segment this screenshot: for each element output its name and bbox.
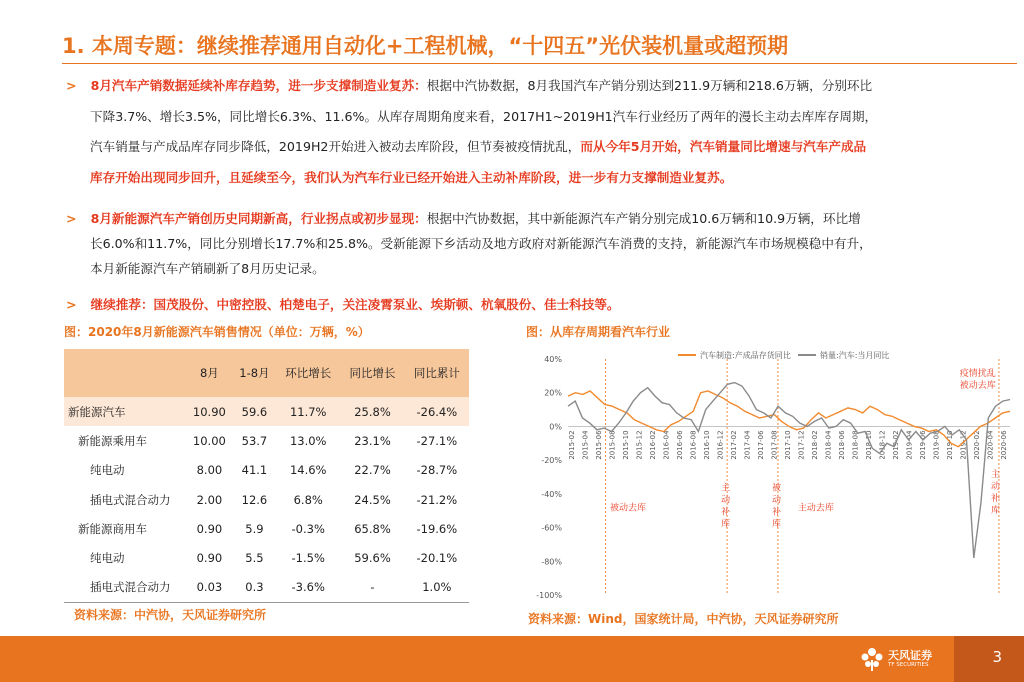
phase-annotation: 库 [771, 519, 781, 530]
table-cell: -3.6% [276, 573, 340, 603]
x-tick-label: 2017-10 [784, 430, 792, 460]
inventory-cycle-chart [520, 345, 1020, 605]
table-cell: 0.90 [196, 551, 223, 566]
bullet-text: 长6.0%和11.7%，同比分别增长17.7%和25.8%。受新能源下乡活动及地方政府对新能源汽车消费的支持，新能源汽车市场规模稳中有升， [90, 236, 872, 251]
table-row [64, 456, 469, 485]
x-tick-label: 2018-10 [865, 430, 873, 460]
legend-label: 销量:汽车:当月同比 [820, 351, 890, 360]
x-tick-label: 2019-08 [932, 430, 941, 460]
chart-source: 资料来源：Wind，国家统计局，中汽协，天风证券研究所 [528, 612, 839, 626]
table-cell: 1.0% [405, 573, 469, 603]
bullet-lead: 8月新能源汽车产销创历史同期新高，行业拐点或初步显现： [90, 211, 427, 226]
phase-annotation: 主 [990, 470, 1000, 480]
title-divider [62, 63, 1017, 64]
phase-annotation: 补 [990, 494, 1000, 504]
x-tick-label: 2017-08 [770, 430, 779, 460]
x-tick-label: 2018-04 [824, 430, 833, 460]
x-tick-label: 2015-02 [568, 430, 576, 460]
x-tick-label: 2017-04 [743, 430, 752, 460]
y-tick-label: -60% [541, 523, 562, 533]
brand-logo [860, 644, 970, 676]
row-label: 纯电动 [90, 463, 125, 478]
series-line [568, 383, 1010, 558]
x-tick-label: 2018-08 [851, 430, 860, 460]
table-cell: - [340, 573, 404, 603]
bullet-highlight: 库存开始出现同步回升，且延续至今，我们认为汽车行业已经开始进入主动补库阶段，进一步有力支撑制造业复苏。 [90, 169, 733, 185]
table-header: 环比增长 [276, 349, 340, 397]
table-cell: -0.3% [291, 521, 325, 536]
x-tick-label: 2016-04 [662, 430, 671, 460]
table-row [64, 485, 469, 514]
table-cell: 14.6% [289, 463, 327, 478]
bullet-recommendation [66, 290, 1011, 321]
table-cell: 8.00 [196, 463, 223, 478]
phase-annotation: 被动去库 [610, 503, 647, 514]
table-cell: 25.8% [340, 397, 404, 426]
bullet-arrow-icon: > [66, 211, 77, 226]
table-cell: -28.7% [416, 463, 458, 478]
table-row [64, 397, 469, 426]
phase-annotation: 动 [721, 495, 731, 506]
table-cell: 65.8% [354, 521, 391, 536]
table-cell: 10.90 [186, 397, 233, 426]
table-cell: 6.8% [293, 492, 323, 507]
x-tick-label: 2020-06 [1000, 430, 1008, 460]
bullet-arrow-icon: > [66, 78, 77, 93]
table-cell: 5.9 [245, 521, 264, 536]
x-tick-label: 2015-06 [595, 430, 603, 460]
x-tick-label: 2015-04 [581, 430, 590, 460]
table-cell: 2.00 [196, 492, 223, 507]
table-cell: 22.7% [354, 463, 391, 478]
bullet-text: 汽车销量与产成品库存同步降低，2019H2开始进入被动去库阶段，但节奏被疫情扰乱， [90, 139, 581, 154]
row-label: 新能源汽车 [64, 397, 186, 426]
table-cell: 59.6 [233, 397, 276, 426]
phase-annotation: 疫情扰乱 [959, 368, 996, 379]
row-label: 新能源商用车 [78, 521, 147, 536]
table-caption: 图：2020年8月新能源汽车销售情况（单位：万辆，%） [64, 325, 370, 339]
table-source: 资料来源：中汽协，天风证券研究所 [74, 608, 267, 622]
phase-annotation: 补 [721, 507, 731, 518]
table-cell: 23.1% [354, 433, 391, 448]
x-tick-label: 2020-02 [973, 430, 981, 460]
row-label: 插电式混合动力 [90, 492, 171, 507]
x-tick-label: 2016-12 [716, 430, 725, 460]
table-cell: -21.2% [416, 492, 458, 507]
table-header-row [64, 349, 469, 397]
x-tick-label: 2015-12 [635, 430, 644, 460]
table-cell: 10.00 [192, 433, 226, 448]
row-label: 纯电动 [90, 551, 125, 566]
table-row [64, 543, 469, 572]
bullet-lead: 继续推荐：国茂股份、中密控股、柏楚电子，关注凌霄泵业、埃斯顿、杭氧股份、佳士科技等。 [90, 297, 620, 312]
phase-annotation: 库 [721, 519, 731, 530]
y-tick-label: -20% [541, 456, 562, 466]
bullet-text: 根据中汽协数据，8月我国汽车产销分别达到211.9万辆和218.6万辆，分别环比 [426, 78, 873, 93]
y-tick-label: -80% [541, 557, 562, 567]
x-tick-label: 2018-06 [838, 430, 846, 460]
phase-annotation: 动 [771, 495, 781, 506]
bullet-text: 下降3.7%、增长3.5%，同比增长6.3%、11.6%。从库存周期角度来看，2017H1~2019H1汽车行业经历了两年的漫长主动去库库存周期， [90, 108, 878, 124]
table-cell: -19.6% [416, 521, 458, 536]
y-tick-label: 40% [544, 355, 562, 364]
table-header: 1-8月 [233, 349, 276, 397]
x-tick-label: 2016-06 [676, 430, 684, 460]
x-tick-label: 2020-04 [986, 430, 995, 460]
table-cell: 0.03 [186, 573, 233, 603]
phase-annotation: 被 [771, 483, 781, 494]
nev-sales-table [64, 349, 469, 603]
table-header: 同比增长 [340, 349, 404, 397]
table-cell: 0.3 [233, 573, 276, 603]
x-tick-label: 2016-08 [689, 430, 698, 460]
y-tick-label: -100% [536, 591, 562, 600]
phase-annotation: 补 [771, 507, 781, 518]
y-tick-label: 20% [544, 388, 562, 398]
table-cell: 5.5 [245, 551, 264, 566]
table-header: 同比累计 [405, 349, 469, 397]
x-tick-label: 2018-02 [811, 430, 819, 460]
table-header: 8月 [186, 349, 233, 397]
table-cell: 41.1 [241, 463, 268, 478]
table-header [64, 349, 186, 397]
table-cell: 12.6 [241, 492, 268, 507]
legend-label: 汽车制造:产成品存货同比 [700, 351, 791, 360]
bullet-nev-sales [66, 206, 1011, 281]
y-tick-label: 0% [549, 422, 562, 432]
x-tick-label: 2019-06 [919, 430, 927, 460]
bullet-arrow-icon: > [66, 297, 77, 312]
bullet-highlight: 而从今年5月开始，汽车销量同比增速与汽车产成品 [580, 139, 867, 154]
x-tick-label: 2019-10 [946, 430, 954, 460]
table-cell: 13.0% [289, 433, 327, 448]
footer-bar [0, 636, 1024, 682]
y-tick-label: -40% [541, 489, 562, 499]
table-row [64, 573, 469, 603]
x-tick-label: 2019-12 [959, 430, 968, 460]
table-cell: -1.5% [291, 551, 325, 566]
bullet-auto-sales [66, 71, 1011, 193]
x-tick-label: 2018-12 [878, 430, 887, 460]
x-tick-label: 2016-10 [703, 430, 711, 460]
table-cell: -20.1% [416, 551, 458, 566]
chart-caption: 图：从库存周期看汽车行业 [526, 325, 671, 339]
x-tick-label: 2015-08 [608, 430, 617, 460]
phase-annotation: 被动去库 [959, 380, 996, 391]
x-tick-label: 2016-02 [649, 430, 657, 460]
table-cell: 24.5% [354, 492, 391, 507]
brand-name-en: TF SECURITIES [888, 662, 929, 668]
bullet-text: 本月新能源汽车产销刷新了8月历史记录。 [90, 261, 325, 276]
phase-annotation: 动 [990, 482, 1000, 492]
phase-annotation: 主动去库 [797, 503, 834, 514]
x-tick-label: 2019-02 [892, 430, 900, 460]
table-cell: 11.7% [276, 397, 340, 426]
table-cell: 0.90 [196, 521, 223, 536]
logo-flower-icon [860, 646, 884, 672]
page-title: 1. 本周专题：继续推荐通用自动化+工程机械，“十四五”光伏装机量或超预期 [62, 34, 789, 58]
brand-name: 天风证券 [888, 649, 932, 662]
table-row [64, 514, 469, 543]
x-tick-label: 2019-04 [905, 430, 914, 460]
table-cell: 53.7 [241, 433, 268, 448]
table-cell: 59.6% [354, 551, 391, 566]
row-label: 新能源乘用车 [78, 433, 147, 448]
table-cell: -27.1% [416, 433, 458, 448]
row-label: 插电式混合动力 [64, 573, 186, 603]
table-row [64, 426, 469, 455]
bullet-text: 根据中汽协数据，其中新能源汽车产销分别完成10.6万辆和10.9万辆，环比增 [426, 211, 861, 226]
x-tick-label: 2015-10 [622, 430, 630, 460]
page-number: 3 [992, 648, 1002, 666]
bullet-lead: 8月汽车产销数据延续补库存趋势，进一步支撑制造业复苏： [90, 78, 427, 93]
x-tick-label: 2017-02 [730, 430, 738, 460]
table-cell: -26.4% [405, 397, 469, 426]
x-tick-label: 2017-12 [797, 430, 806, 460]
phase-annotation: 库 [990, 506, 1000, 516]
x-tick-label: 2017-06 [757, 430, 765, 460]
phase-annotation: 主 [721, 483, 731, 494]
